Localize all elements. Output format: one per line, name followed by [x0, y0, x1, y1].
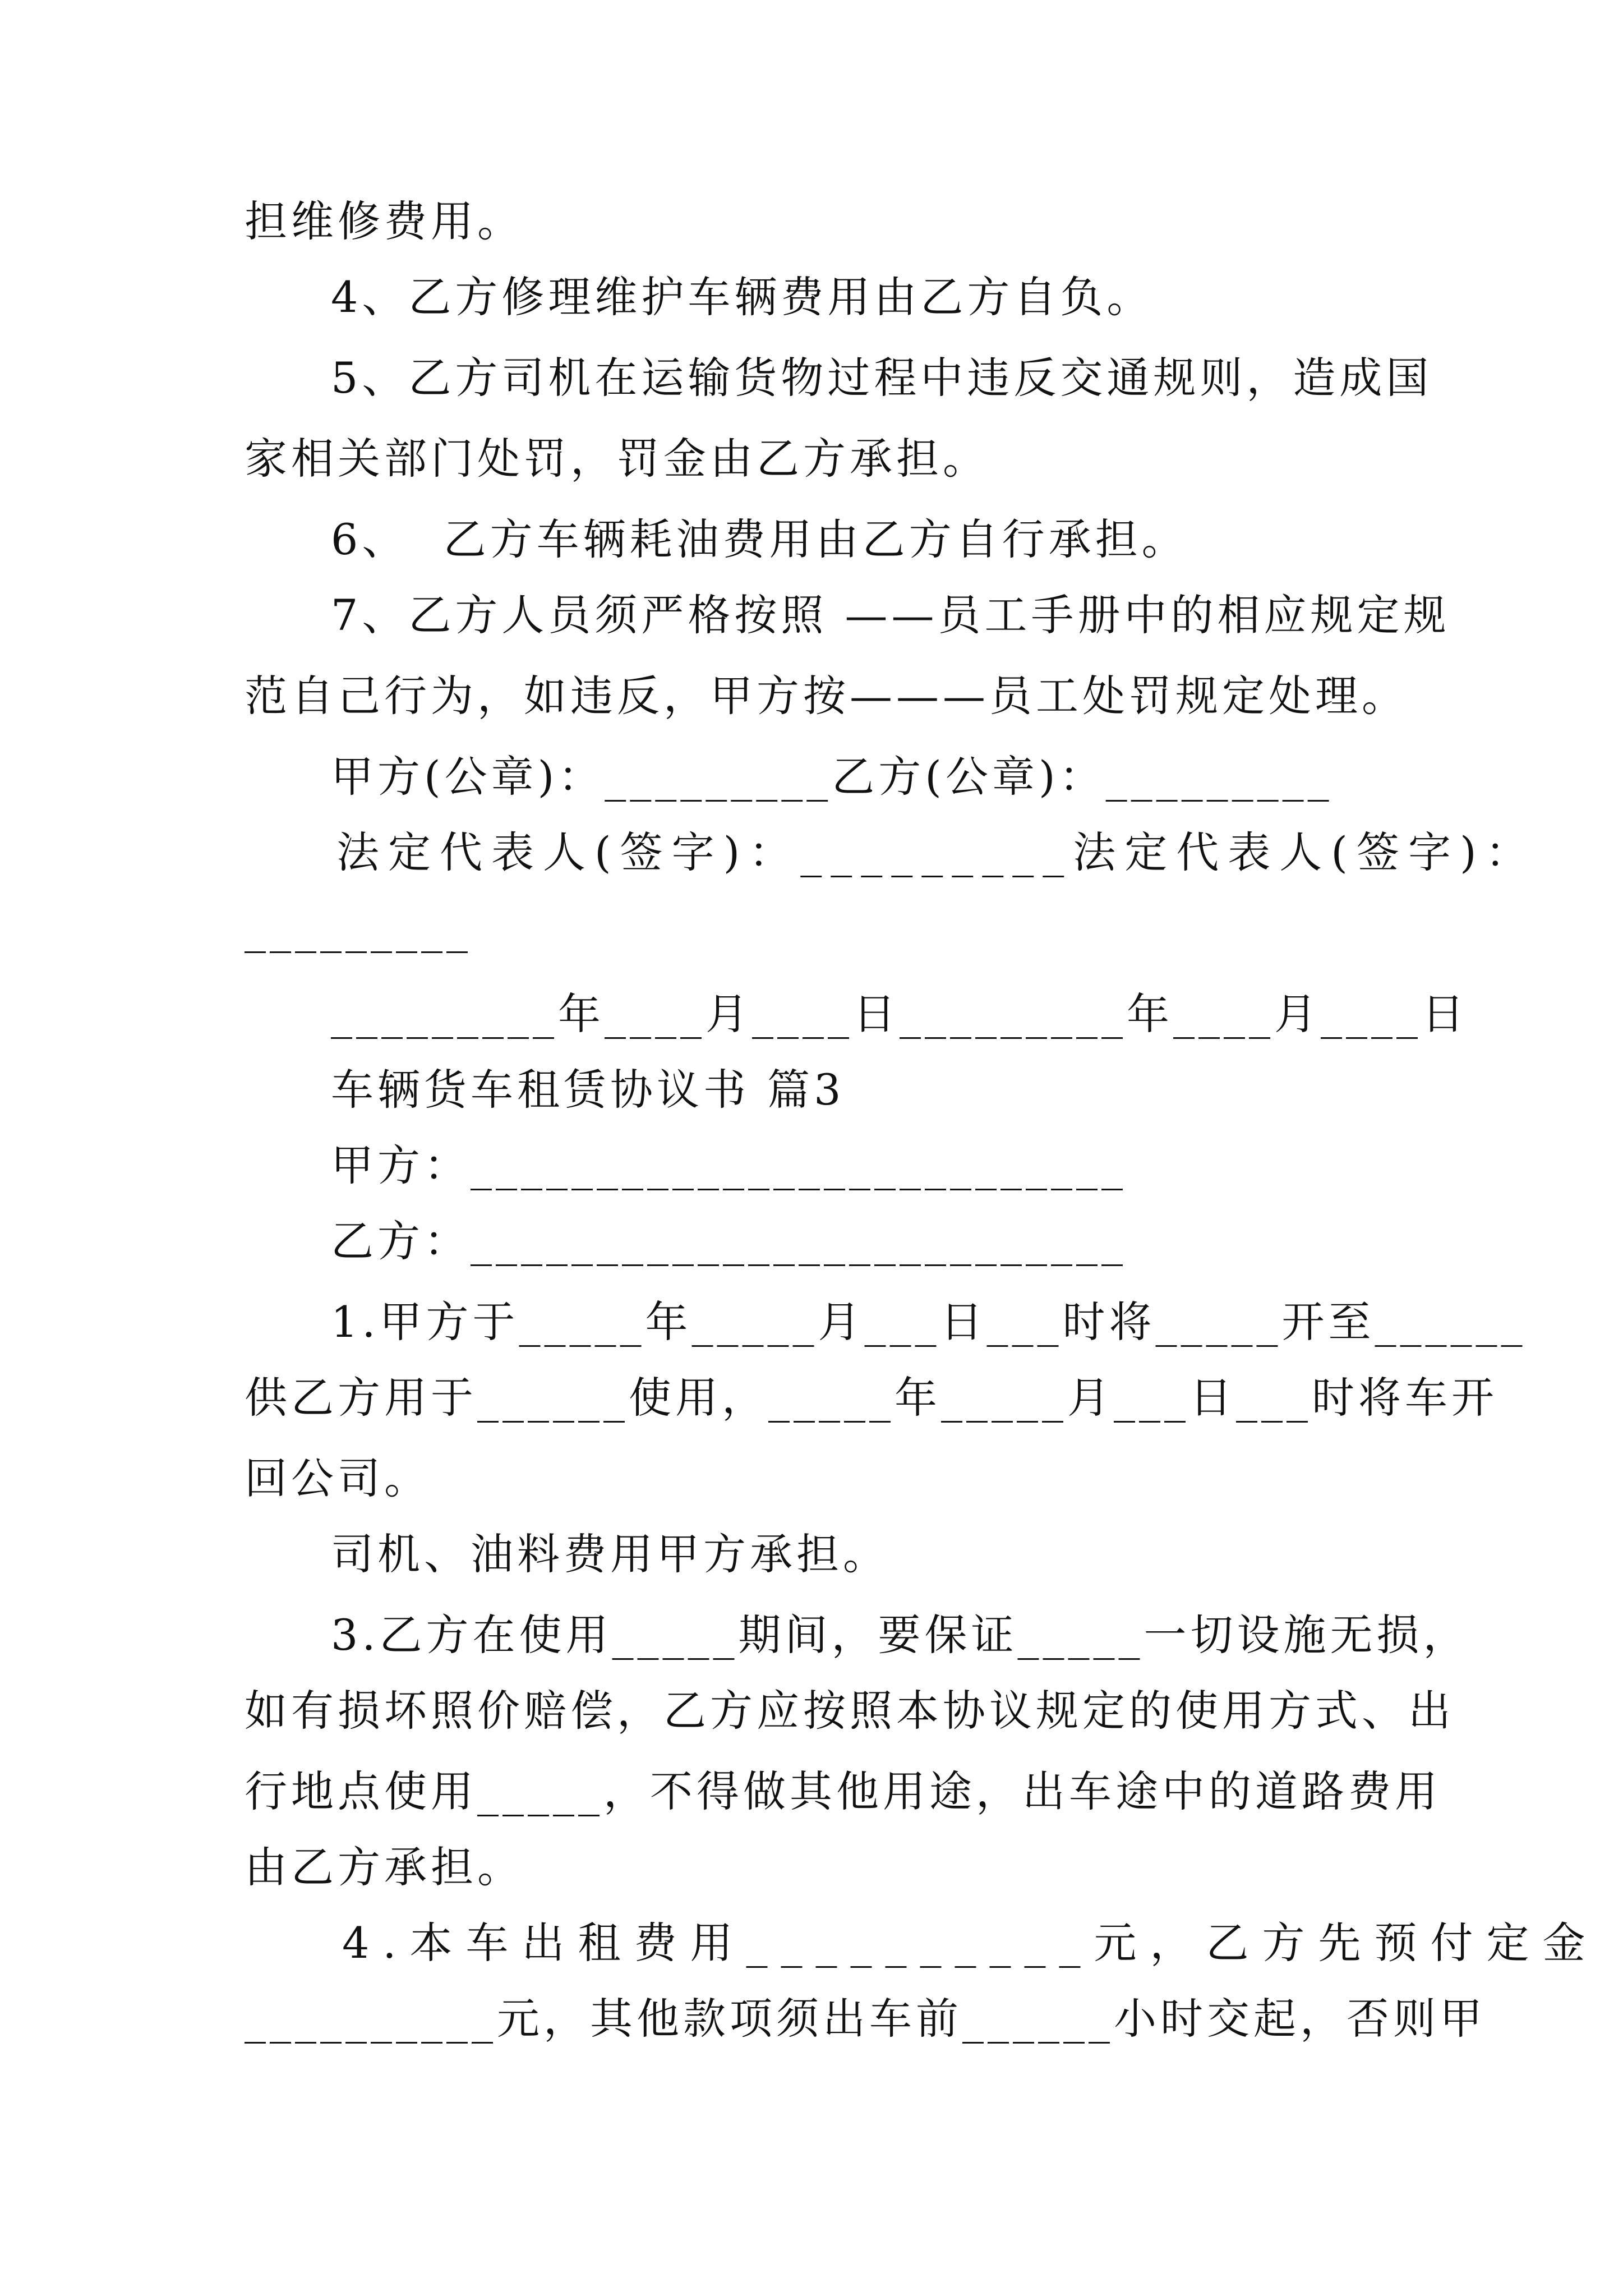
clause-line: 3.乙方在使用_____期间，要保证_____一切设施无损，: [331, 1610, 1470, 1660]
signature-seal-line: 甲方(公章)：_________乙方(公章)：_________: [331, 752, 1333, 802]
text-line: 7、乙方人员须严格按照 ——员工手册中的相应规定规: [331, 590, 1450, 640]
text-line: 4、乙方修理维护车辆费用由乙方自负。: [331, 272, 1154, 322]
signature-representative-line: 法定代表人(签字)：_________法定代表人(签字)：: [336, 827, 1537, 877]
clause-line: 1.甲方于_____年_____月___日___时将_____开至______: [331, 1297, 1527, 1347]
clause-line: 司机、油料费用甲方承担。: [331, 1529, 889, 1579]
text-line: 5、乙方司机在运输货物过程中违反交通规则，造成国: [331, 353, 1433, 403]
party-b-line: 乙方：__________________________: [331, 1216, 1127, 1266]
clause-line: 4.本车出租费用__________元，乙方先预付定金: [342, 1918, 1599, 1968]
text-line: 6、 乙方车辆耗油费用由乙方自行承担。: [331, 514, 1188, 564]
clause-line: 由乙方承担。: [245, 1842, 524, 1892]
clause-line: 行地点使用_____，不得做其他用途，出车途中的道路费用: [245, 1766, 1441, 1816]
section-heading: 车辆货车租赁协议书 篇3: [331, 1065, 845, 1115]
signature-blank-line: _________: [245, 903, 472, 953]
clause-line: 如有损坏照价赔偿，乙方应按照本协议规定的使用方式、出: [245, 1686, 1455, 1736]
text-line: 范自己行为，如违反，甲方按———员工处罚规定处理。: [245, 671, 1408, 721]
clause-line: 供乙方用于______使用，_____年_____月___日___时将车开: [245, 1373, 1498, 1423]
party-a-line: 甲方：__________________________: [331, 1140, 1127, 1190]
text-line: 担维修费用。: [245, 196, 524, 246]
clause-line: __________元，其他款项须出车前______小时交起，否则甲: [245, 1994, 1486, 2044]
date-line: _________年____月____日_________年____月____日: [331, 989, 1468, 1039]
clause-line: 回公司。: [245, 1453, 431, 1503]
text-line: 家相关部门处罚，罚金由乙方承担。: [245, 434, 989, 484]
